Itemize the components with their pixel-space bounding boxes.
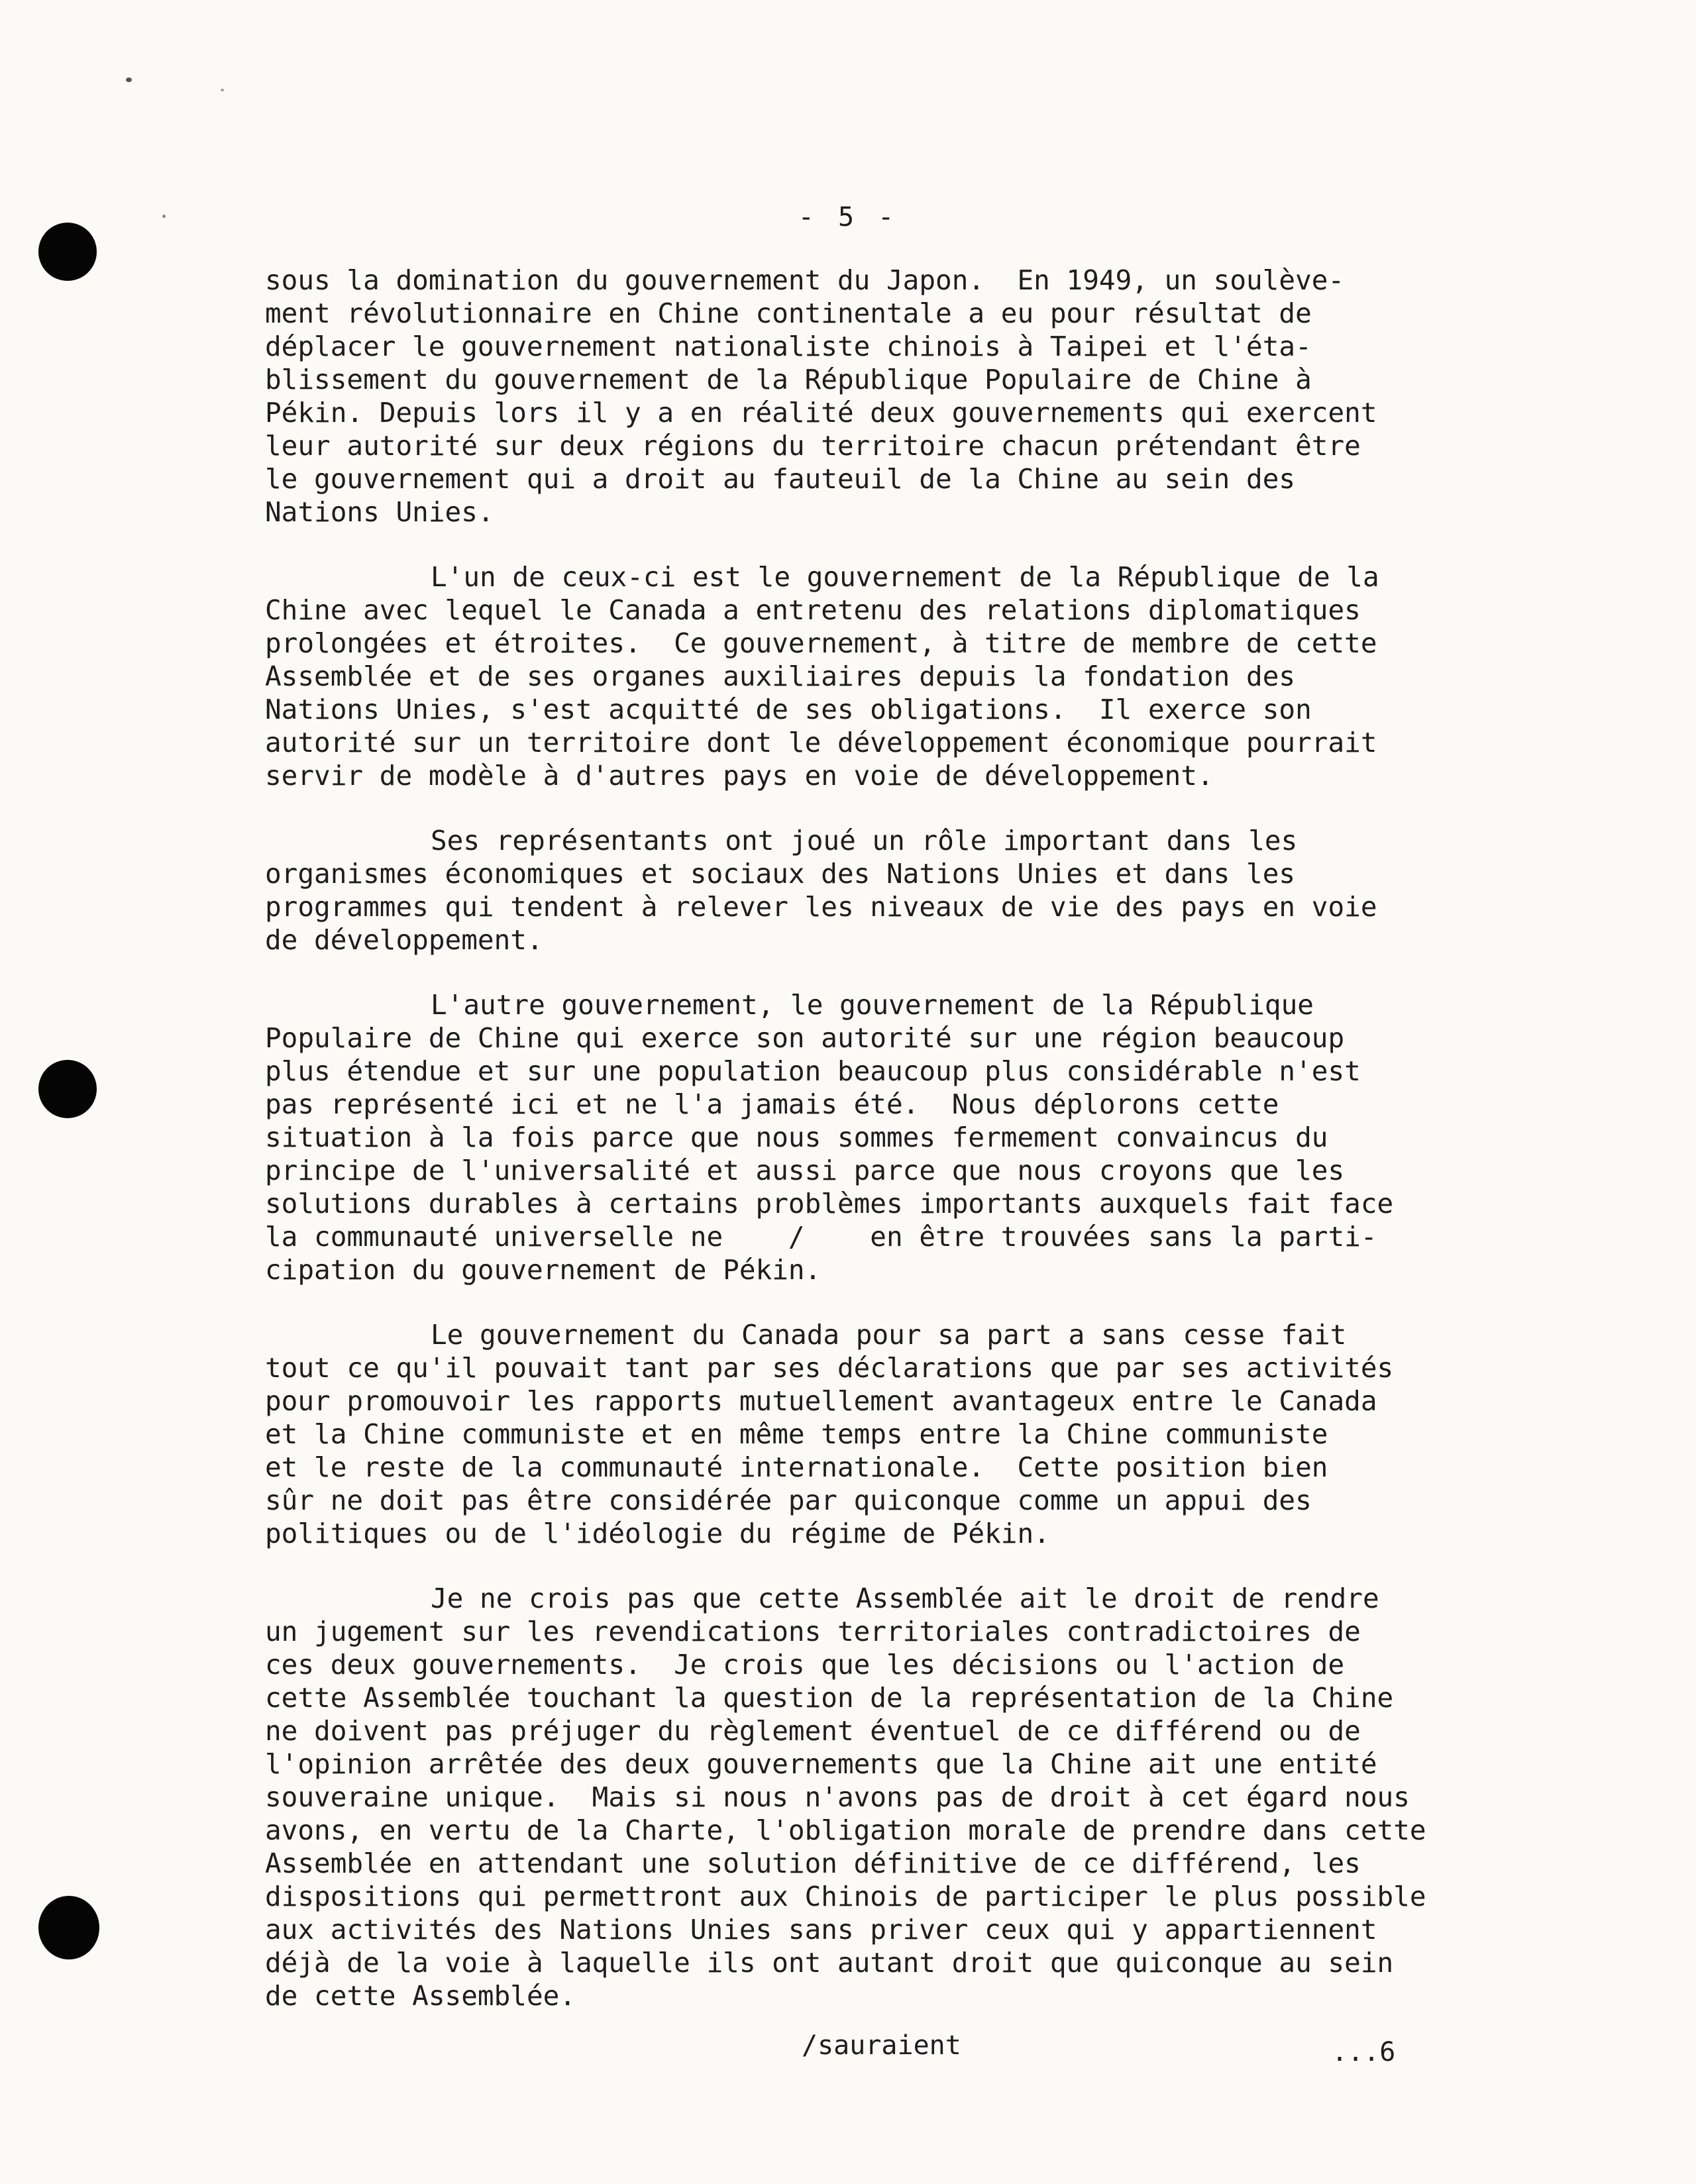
paragraph-line: Nations Unies, s'est acquitté de ses obligations. Il exerce son (265, 694, 1312, 725)
paragraph-line: ces deux gouvernements. Je crois que les décisions ou l'action de (265, 1649, 1345, 1681)
paragraph-line: politiques ou de l'idéologie du régime de Pékin. (265, 1518, 1050, 1549)
paragraph-line: la communauté universelle ne / en être trouvées sans la parti- (265, 1221, 1377, 1253)
paragraph-line: ment révolutionnaire en Chine continentale a eu pour résultat de (265, 297, 1312, 329)
paragraph (265, 1582, 1458, 2012)
paragraph-line: souveraine unique. Mais si nous n'avons pas de droit à cet égard nous (265, 1781, 1410, 1813)
paper-speck (221, 89, 224, 91)
paragraph-line: ne doivent pas préjuger du règlement éventuel de ce différend ou de (265, 1715, 1361, 1747)
paragraph-line: leur autorité sur deux régions du territoire chacun prétendant être (265, 430, 1361, 462)
letter-body (265, 264, 1458, 2012)
paragraph-line: solutions durables à certains problèmes importants auxquels fait face (265, 1188, 1394, 1220)
paragraph-line: Nations Unies. (265, 496, 494, 528)
paragraph-line: et le reste de la communauté internationale. Cette position bien (265, 1451, 1328, 1483)
paragraph (265, 1318, 1458, 1550)
punch-hole-bottom (38, 1896, 99, 1959)
paragraph-line: plus étendue et sur une population beaucoup plus considérable n'est (265, 1055, 1361, 1087)
paragraph-line: Populaire de Chine qui exerce son autorité sur une région beaucoup (265, 1022, 1345, 1054)
paragraph-line: cipation du gouvernement de Pékin. (265, 1254, 822, 1286)
punch-hole-middle (38, 1060, 97, 1118)
paragraph (265, 988, 1458, 1286)
paragraph (265, 264, 1458, 529)
paragraph-line: prolongées et étroites. Ce gouvernement, à titre de membre de cette (265, 627, 1377, 659)
next-page-indicator: ...6 (1332, 2037, 1396, 2067)
paragraph-line: Pékin. Depuis lors il y a en réalité deux gouvernements qui exercent (265, 397, 1377, 429)
paragraph-line: Assemblée en attendant une solution définitive de ce différend, les (265, 1847, 1361, 1879)
paragraph-line: L'un de ceux-ci est le gouvernement de la République de la (431, 561, 1379, 593)
paragraph-line: Ses représentants ont joué un rôle important dans les (431, 825, 1298, 857)
paragraph-line: de développement. (265, 924, 543, 956)
paragraph-line: pour promouvoir les rapports mutuellement avantageux entre le Canada (265, 1385, 1377, 1417)
paragraph-line: dispositions qui permettront aux Chinois de participer le plus possible (265, 1881, 1426, 1912)
paragraph-line: programmes qui tendent à relever les niveaux de vie des pays en voie (265, 891, 1377, 923)
paragraph-line: l'opinion arrêtée des deux gouvernements que la Chine ait une entité (265, 1748, 1377, 1780)
paragraph-line: Je ne crois pas que cette Assemblée ait le droit de rendre (431, 1583, 1379, 1614)
paragraph-line: situation à la fois parce que nous sommes fermement convaincus du (265, 1121, 1328, 1153)
paragraph-line: déplacer le gouvernement nationaliste chinois à Taipei et l'éta- (265, 331, 1312, 362)
paragraph-line: avons, en vertu de la Charte, l'obligation morale de prendre dans cette (265, 1814, 1426, 1846)
paragraph-line: Le gouvernement du Canada pour sa part a sans cesse fait (431, 1319, 1347, 1351)
paragraph-line: autorité sur un territoire dont le développement économique pourrait (265, 727, 1377, 758)
page-number: - 5 - (798, 202, 898, 233)
continuation-word: /sauraient (802, 2030, 961, 2061)
paragraph-line: sous la domination du gouvernement du Japon. En 1949, un soulève- (265, 264, 1345, 296)
paragraph-line: principe de l'universalité et aussi parce que nous croyons que les (265, 1155, 1345, 1186)
paragraph-line: déjà de la voie à laquelle ils ont autant droit que quiconque au sein (265, 1947, 1394, 1979)
paragraph-line: le gouvernement qui a droit au fauteuil de la Chine au sein des (265, 463, 1296, 495)
paragraph-line: servir de modèle à d'autres pays en voie de développement. (265, 760, 1214, 792)
paragraph-line: pas représenté ici et ne l'a jamais été. Nous déplorons cette (265, 1088, 1279, 1120)
paragraph-line: sûr ne doit pas être considérée par quiconque comme un appui des (265, 1484, 1312, 1516)
paragraph-line: et la Chine communiste et en même temps entre la Chine communiste (265, 1418, 1328, 1450)
paragraph-line: L'autre gouvernement, le gouvernement de la République (431, 989, 1314, 1021)
paragraph-line: Assemblée et de ses organes auxiliaires depuis la fondation des (265, 660, 1296, 692)
paragraph-line: un jugement sur les revendications territoriales contradictoires de (265, 1616, 1361, 1647)
paragraph (265, 560, 1458, 792)
paragraph-line: blissement du gouvernement de la République Populaire de Chine à (265, 364, 1312, 395)
paragraph-line: tout ce qu'il pouvait tant par ses déclarations que par ses activités (265, 1352, 1394, 1384)
paper-speck (126, 78, 132, 82)
paragraph-line: cette Assemblée touchant la question de la représentation de la Chine (265, 1682, 1394, 1714)
paragraph-line: de cette Assemblée. (265, 1980, 576, 2012)
paragraph-line: aux activités des Nations Unies sans priver ceux qui y appartiennent (265, 1914, 1377, 1946)
paragraph (265, 824, 1458, 957)
paragraph-line: Chine avec lequel le Canada a entretenu des relations diplomatiques (265, 594, 1361, 626)
paragraph-line: organismes économiques et sociaux des Nations Unies et dans les (265, 858, 1296, 890)
